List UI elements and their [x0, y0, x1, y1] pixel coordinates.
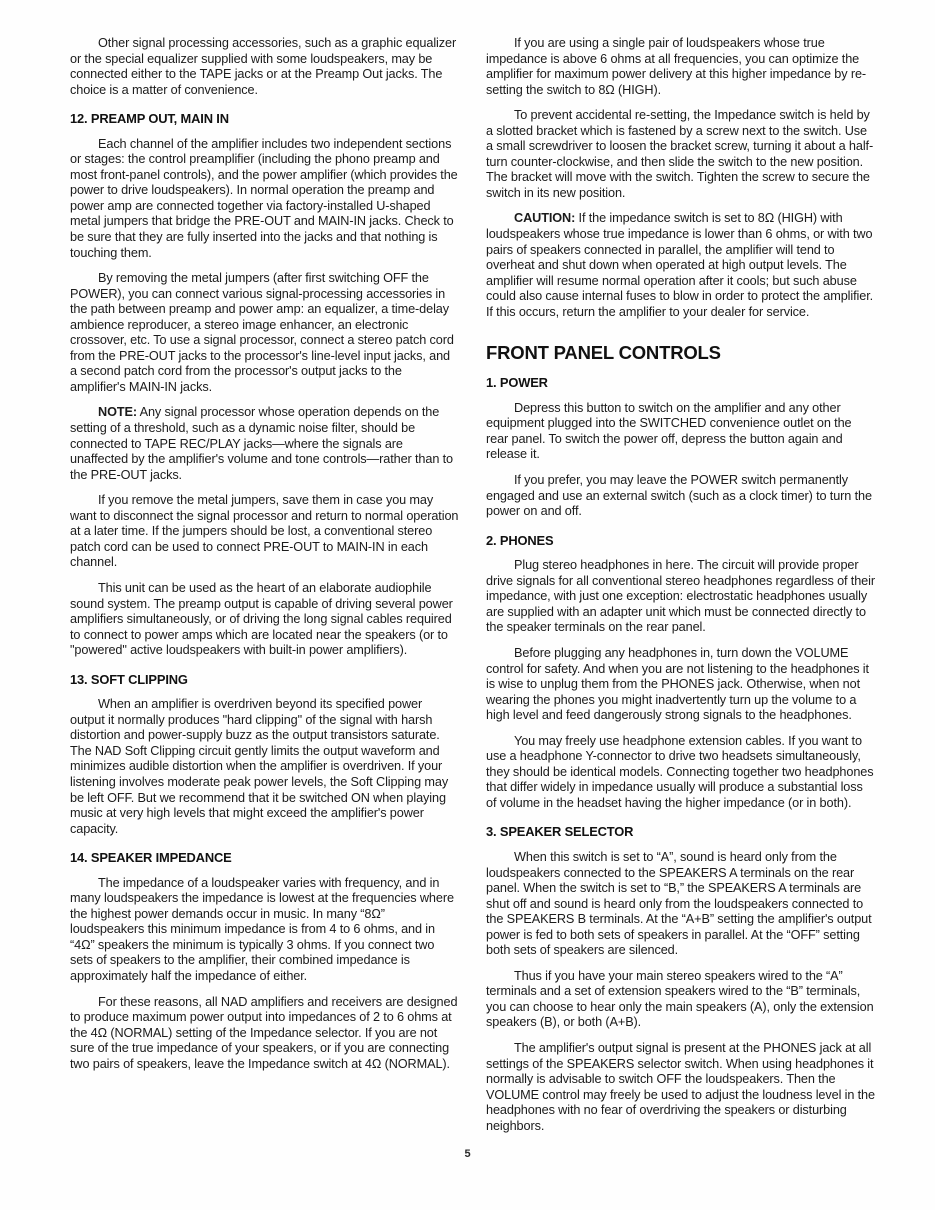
paragraph-text: If the impedance switch is set to 8Ω (HIGH) with loudspeakers whose true impedance is lower than 6 ohms, or with two pairs of speakers connected in parallel, the amplifier will tend to overheat and shut down when operated at high output levels. The amplifier will resume normal operation after it cools; but such abuse could also cause internal fuses to blow in order to protect the amplifier. If this occurs, return the amplifier to your dealer for service.: [486, 211, 874, 319]
body-paragraph: Each channel of the amplifier includes two independent sections or stages: the control preamplifier (including the phono preamp and most front-panel controls), and the power amplifier (which provides the power to drive loudspeakers). In normal operation the preamp and power amp are connected together via factory-installed U-shaped metal jumpers that bridge the PRE-OUT and MAIN-IN jacks. Check to be sure that they are fully inserted into the jacks and that nothing is touching them.: [70, 136, 458, 260]
section-heading: 2. PHONES: [486, 532, 554, 548]
body-paragraph: You may freely use headphone extension cables. If you want to use a headphone Y-connector to drive two headsets simultaneously, they should be identical models. Connecting together two headphones that differ widely in impedance usually will produce a substantial loss of volume in the headset having the higher impedance (or in both).: [486, 733, 874, 810]
body-paragraph-with-lead: [70, 405, 459, 483]
two-column-body: [70, 26, 875, 1133]
right-column: [486, 26, 875, 1133]
body-paragraph: The impedance of a loudspeaker varies with frequency, and in many loudspeakers the impedance is lowest at the frequencies where the highest power demands occur in music. In many “8Ω” loudspeakers this minimum impedance is from 4 to 6 ohms, and in “4Ω” speakers the minimum is typically 3 ohms. If you connect two sets of speakers to the amplifier, their combined impedance is approximately half the impedance of either.: [70, 875, 454, 983]
paragraph-text: Any signal processor whose operation depends on the setting of a threshold, such as a dynamic noise filter, should be connected to TAPE REC/PLAY jacks—where the signals are unaffected by the amplifier's volume and tone controls—rather than to the PRE-OUT jacks.: [70, 405, 453, 482]
body-paragraph: To prevent accidental re-setting, the Impedance switch is held by a slotted bracket which is fastened by a screw next to the switch. Use a small screwdriver to loosen the bracket screw, turning it about a half-turn counter-clockwise, and then slide the switch to the new position. The bracket will move with the switch. Tighten the screw to secure the switch in its new position.: [486, 108, 874, 200]
paragraph-lead-label: NOTE:: [98, 405, 137, 420]
body-paragraph: When an amplifier is overdriven beyond its specified power output it normally produces "hard clipping" of the signal with harsh distortion and power-supply buzz as the output transistors saturate. The NAD Soft Clipping circuit gently limits the output waveform and minimizes audible distortion when the amplifier is overdriven. If your listening involves moderate peak power levels, the Soft Clipping may be left OFF. But we recommend that it be switched ON when playing music at very high levels that might exceed the amplifier's power capacity.: [70, 697, 449, 836]
body-paragraph: Thus if you have your main stereo speakers wired to the “A” terminals and a set of extension speakers wired to the “B” terminals, you can choose to hear only the main speakers (A), only the extension speakers (B), or both (A+B).: [486, 968, 874, 1030]
body-paragraph: By removing the metal jumpers (after first switching OFF the POWER), you can connect various signal-processing accessories in the path between preamp and power amp: an equalizer, a time-delay ambience reproducer, a stereo image enhancer, an electronic crossover, etc. To use a signal processor, connect a stereo patch cord from the PRE-OUT jacks to the processor's line-level input jacks, and a second patch cord from the processor's output jacks to the amplifier's MAIN-IN jacks.: [70, 271, 454, 394]
major-section-heading: FRONT PANEL CONTROLS: [486, 342, 721, 364]
section-heading: 1. POWER: [486, 375, 548, 391]
body-paragraph: Plug stereo headphones in here. The circuit will provide proper drive signals for all conventional stereo headphones regardless of their impedance, with just one exception: electrostatic headphones usually are supplied with an adapter unit which must be connected directly to the speaker terminals on the rear panel.: [486, 558, 875, 635]
section-heading: 14. SPEAKER IMPEDANCE: [70, 850, 232, 866]
body-paragraph: For these reasons, all NAD amplifiers and receivers are designed to produce maximum power output into impedances of 2 to 6 ohms at the 4Ω (NORMAL) setting of the Impedance selector. If you are not sure of the true impedance of your speakers, or if you are connecting two pairs of speakers, leave the Impedance switch at 4Ω (NORMAL).: [70, 994, 458, 1071]
body-paragraph-with-lead: [486, 211, 875, 320]
section-heading: 12. PREAMP OUT, MAIN IN: [70, 111, 229, 127]
body-paragraph: When this switch is set to “A”, sound is heard only from the loudspeakers connected to the SPEAKERS A terminals on the rear panel. When the switch is set to “B,” the SPEAKERS A terminals are shut off and sound is heard only from the loudspeakers connected to the SPEAKERS B terminals. At the “A+B” setting the amplifier's output power is fed to both sets of speakers in parallel. At the “OFF” setting both sets of speakers are silenced.: [486, 849, 872, 958]
section-heading: 3. SPEAKER SELECTOR: [486, 824, 634, 840]
page-number: 5: [464, 1148, 471, 1160]
body-paragraph: Before plugging any headphones in, turn down the VOLUME control for safety. And when you are not listening to the headphones it is wise to unplug them from the PHONES jack. Otherwise, when not wearing the phones you might inadvertently turn up the volume to a high level and feed dangerously strong signals to the headphones.: [486, 645, 869, 723]
section-heading: 13. SOFT CLIPPING: [70, 671, 188, 687]
body-paragraph: Other signal processing accessories, such as a graphic equalizer or the special equalizer supplied with some loudspeakers, may be connected either to the TAPE jacks or at the Preamp Out jacks. The choice is a matter of convenience.: [70, 36, 457, 97]
left-column: [70, 26, 459, 1116]
paragraph-lead-label: CAUTION:: [514, 211, 576, 226]
body-paragraph: If you prefer, you may leave the POWER switch permanently engaged and use an external switch (such as a clock timer) to turn the power on and off.: [486, 473, 872, 519]
body-paragraph: The amplifier's output signal is present at the PHONES jack at all settings of the SPEAKERS selector switch. When using headphones it normally is advisable to switch OFF the loudspeakers. Then the VOLUME control may freely be used to adjust the loudness level in the headphones with no fear of overdriving the speakers or disturbing neighbors.: [486, 1040, 875, 1133]
body-paragraph: If you are using a single pair of loudspeakers whose true impedance is above 6 ohms at all frequencies, you can optimize the amplifier for maximum power delivery at this higher impedance by re-setting the switch to 8Ω (HIGH).: [486, 36, 867, 97]
body-paragraph: This unit can be used as the heart of an elaborate audiophile sound system. The preamp output is capable of driving several power amplifiers simultaneously, or of driving the long signal cables required to connect to power amps which are located near the speakers (or to "powered" active loudspeakers with built-in power amplifiers).: [70, 580, 453, 658]
body-paragraph: Depress this button to switch on the amplifier and any other equipment plugged into the SWITCHED convenience outlet on the rear panel. To switch the power off, depress the button again and release it.: [486, 400, 852, 462]
body-paragraph: If you remove the metal jumpers, save them in case you may want to disconnect the signal processor and return to normal operation at a later time. If the jumpers should be lost, a conventional stereo patch cord can be used to connect PRE-OUT to MAIN-IN in each channel.: [70, 493, 459, 570]
